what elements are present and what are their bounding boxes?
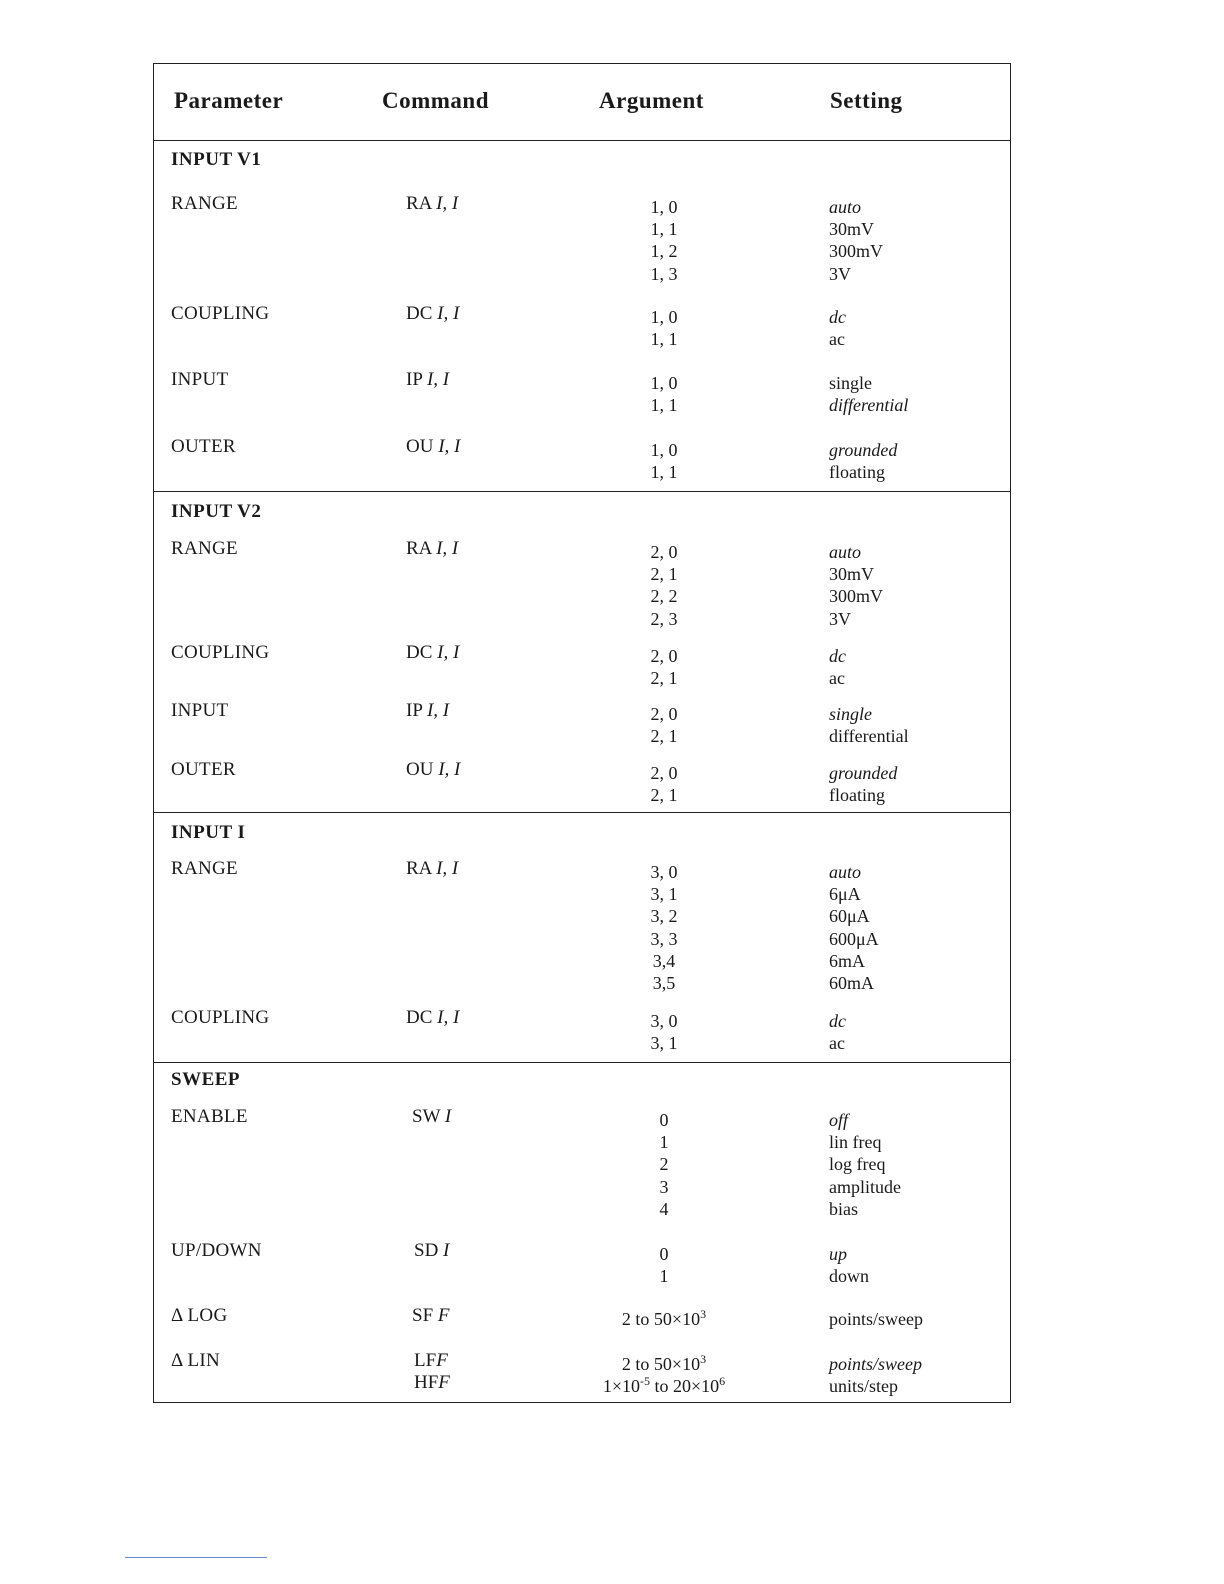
param-name: INPUT (171, 369, 229, 390)
section-input-v1 (154, 140, 1010, 491)
header-setting: Setting (830, 88, 903, 113)
setting: up (829, 1244, 847, 1264)
command-code: OU (406, 759, 434, 780)
param-name: COUPLING (171, 1007, 270, 1028)
command (406, 1007, 459, 1029)
section-input-i (154, 812, 1010, 1062)
command (406, 369, 449, 391)
section-title: INPUT V1 (171, 149, 262, 170)
argument-list (549, 372, 779, 416)
argument: 4 (659, 1198, 669, 1219)
setting: floating (829, 462, 885, 483)
command-code: HF (414, 1372, 439, 1394)
command (406, 436, 460, 458)
argument: 3, 2 (650, 906, 678, 927)
setting: differential (829, 395, 909, 416)
argument: 1, 3 (650, 263, 678, 284)
setting: log freq (829, 1154, 886, 1175)
setting: 3V (829, 263, 851, 284)
command (406, 538, 458, 560)
header-argument: Argument (599, 88, 704, 113)
setting: ac (829, 1033, 845, 1054)
setting: dc (829, 307, 846, 327)
command (406, 303, 459, 325)
argument: 0 (659, 1110, 669, 1130)
footnote-rule (125, 1557, 267, 1558)
setting: points/sweep (829, 1309, 923, 1329)
command-arg: I, I (436, 193, 459, 214)
setting: auto (829, 542, 862, 562)
argument: 1, 1 (650, 462, 678, 483)
command-code: DC (406, 642, 433, 663)
setting: 60μA (829, 906, 870, 927)
param-name: INPUT (171, 700, 229, 721)
argument: 3,5 (652, 973, 676, 994)
command (414, 1350, 450, 1394)
argument-range: 2 to $50\times 10^3$ (621, 1352, 707, 1374)
setting: auto (829, 862, 862, 882)
argument: 0 (659, 1244, 669, 1264)
setting: points/sweep (829, 1354, 922, 1374)
setting: bias (829, 1198, 858, 1219)
setting-list (829, 439, 897, 483)
argument-list (549, 196, 779, 285)
command-code: IP (406, 369, 423, 390)
setting-list (829, 1010, 846, 1054)
argument: 3, 3 (650, 928, 678, 949)
setting: 6mA (829, 950, 865, 971)
argument: 1, 0 (650, 373, 678, 393)
param-name: Δ LOG (171, 1305, 228, 1326)
param-name: ENABLE (171, 1106, 248, 1127)
argument: 1, 0 (650, 440, 678, 460)
command-code: IP (406, 700, 423, 721)
param-name: RANGE (171, 538, 238, 559)
argument: 2, 1 (650, 785, 678, 806)
argument: 2, 0 (650, 763, 678, 783)
argument-list (549, 1308, 779, 1330)
argument: 2, 1 (650, 564, 678, 585)
setting: 60mA (829, 973, 874, 994)
argument: 3, 0 (650, 1011, 678, 1031)
argument: 1 (659, 1132, 669, 1153)
setting: dc (829, 1011, 846, 1031)
argument: 1, 1 (650, 395, 678, 416)
command-code: SD (414, 1240, 439, 1261)
command (414, 1240, 449, 1262)
argument-list (549, 1010, 779, 1054)
command-arg: I, I (437, 642, 460, 663)
setting: 600μA (829, 928, 879, 949)
argument-list (549, 541, 779, 630)
setting-list (829, 1308, 923, 1330)
setting-list (829, 1109, 901, 1220)
setting-list (829, 196, 883, 285)
argument: 3 (659, 1176, 669, 1197)
argument-list (549, 861, 779, 994)
command-arg: I, I (436, 538, 459, 559)
setting-list (829, 372, 908, 416)
argument: 2, 3 (650, 608, 678, 629)
command-arg: I, I (426, 700, 450, 721)
argument: 2, 0 (650, 704, 678, 724)
argument: 1 (659, 1266, 669, 1287)
command-arg: I, I (438, 759, 461, 780)
command-table (153, 63, 1011, 1403)
argument-list (549, 439, 779, 483)
section-title: SWEEP (171, 1069, 241, 1090)
argument: 3, 0 (650, 862, 678, 882)
command (406, 642, 459, 664)
command-arg: I (444, 1106, 452, 1127)
argument: 1, 0 (650, 307, 678, 327)
setting: dc (829, 646, 846, 666)
argument: 2, 1 (650, 668, 678, 689)
setting-list (829, 861, 879, 994)
command-code: SF (412, 1305, 434, 1326)
argument-list (549, 1353, 779, 1397)
setting: off (829, 1110, 849, 1130)
setting: 3V (829, 608, 851, 629)
setting: amplitude (829, 1176, 901, 1197)
table-header (154, 64, 1010, 141)
command (406, 700, 449, 722)
header-parameter: Parameter (174, 88, 284, 113)
setting-list (829, 306, 846, 350)
command-code: DC (406, 303, 433, 324)
command-arg: I, I (437, 303, 460, 324)
section-title: INPUT I (171, 822, 246, 843)
command (412, 1106, 451, 1128)
argument: 2, 1 (650, 726, 678, 747)
command-code: LF (414, 1350, 437, 1371)
setting: ac (829, 329, 845, 350)
argument-list (549, 703, 779, 747)
command-arg: F (438, 1372, 450, 1394)
setting: 30mV (829, 564, 874, 585)
setting: floating (829, 785, 885, 806)
argument: 3, 1 (650, 884, 678, 905)
param-name: COUPLING (171, 642, 270, 663)
argument-list (549, 762, 779, 806)
section-sweep (154, 1062, 1010, 1401)
param-name: RANGE (171, 193, 238, 214)
command-code: RA (406, 858, 432, 879)
command-arg: F (437, 1305, 450, 1326)
command-code: RA (406, 193, 432, 214)
argument-list (549, 1109, 779, 1220)
command (406, 193, 458, 215)
param-name: COUPLING (171, 303, 270, 324)
command (412, 1305, 450, 1327)
argument-list (549, 645, 779, 689)
command-code: RA (406, 538, 432, 559)
argument-list (549, 306, 779, 350)
command-code: OU (406, 436, 434, 457)
setting-list (829, 762, 897, 806)
argument-range: 2 to $50\times 10^3$ (621, 1307, 707, 1329)
setting: ac (829, 668, 845, 689)
argument: 2 (659, 1154, 669, 1175)
setting: 6μA (829, 884, 861, 905)
command (406, 858, 458, 880)
argument: 2, 0 (650, 542, 678, 562)
setting: auto (829, 197, 862, 217)
header-command: Command (382, 88, 490, 113)
setting-list (829, 1243, 869, 1287)
argument-range: $1\times 10^{-5}$ to $20\times 10^6$ (602, 1374, 726, 1397)
command-arg: I, I (436, 858, 459, 879)
argument: 1, 2 (650, 241, 678, 262)
setting-list (829, 703, 909, 747)
setting: differential (829, 726, 909, 747)
setting: 300mV (829, 241, 883, 262)
setting: 300mV (829, 586, 883, 607)
command-code: SW (412, 1106, 441, 1127)
setting: grounded (829, 763, 898, 783)
argument: 1, 1 (650, 329, 678, 350)
param-name: OUTER (171, 436, 236, 457)
argument: 2, 2 (650, 586, 678, 607)
section-title: INPUT V2 (171, 501, 262, 522)
setting-list (829, 541, 883, 630)
setting: units/step (829, 1376, 899, 1397)
argument: 1, 0 (650, 197, 678, 217)
param-name: UP/DOWN (171, 1240, 262, 1261)
argument: 3,4 (652, 950, 676, 971)
setting-list (829, 645, 846, 689)
argument-list (549, 1243, 779, 1287)
param-name: OUTER (171, 759, 236, 780)
setting: 30mV (829, 219, 874, 240)
command-code: DC (406, 1007, 433, 1028)
argument: 2, 0 (650, 646, 678, 666)
command-arg: I, I (437, 1007, 460, 1028)
setting: lin freq (829, 1132, 882, 1153)
setting: single (829, 704, 872, 724)
setting: grounded (829, 440, 898, 460)
argument: 1, 1 (650, 219, 678, 240)
setting: down (829, 1266, 869, 1287)
command-arg: F (436, 1350, 448, 1371)
command-arg: I, I (438, 436, 461, 457)
command-arg: I (443, 1240, 450, 1261)
argument: 3, 1 (650, 1033, 678, 1054)
section-input-v2 (154, 491, 1010, 812)
param-name: Δ LIN (171, 1350, 221, 1371)
command-arg: I, I (426, 369, 450, 390)
command (406, 759, 460, 781)
param-name: RANGE (171, 858, 238, 879)
setting: single (829, 373, 872, 393)
setting-list (829, 1353, 922, 1397)
